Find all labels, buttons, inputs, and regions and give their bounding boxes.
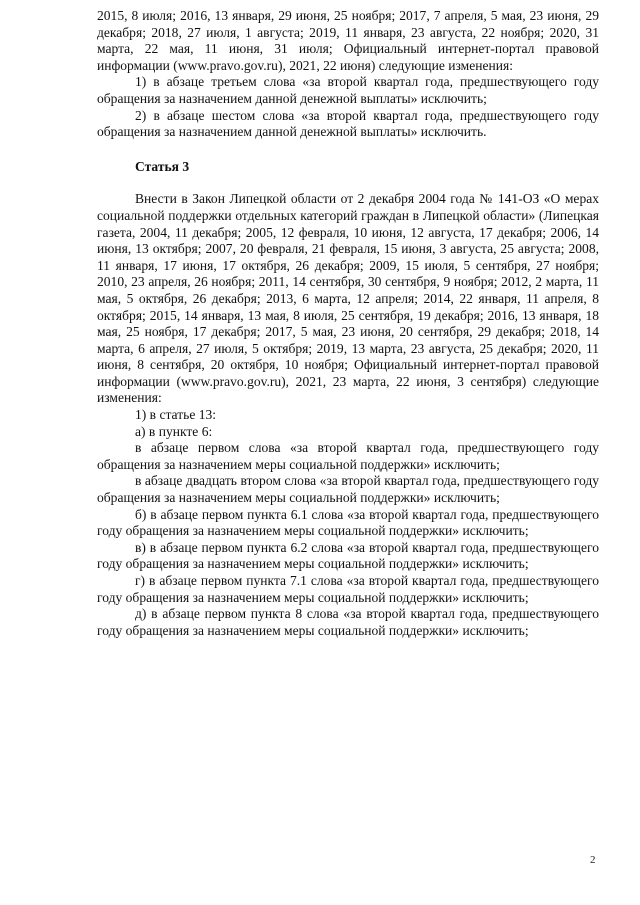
article3-sub-v: в) в абзаце первом пункта 6.2 слова «за второй квартал года, предшествующего году обращения за назначением меры социальной поддержки» исключить; (97, 539, 599, 572)
article2-item-1: 1) в абзаце третьем слова «за второй квартал года, предшествующего году обращения за назначением данной денежной выплаты» исключить; (97, 74, 599, 106)
article3-sub-a-paragraph-2: в абзаце двадцать втором слова «за второй квартал года, предшествующего году обращения за назначением меры социальной поддержки» исключить; (97, 473, 599, 506)
article3-sub-d: д) в абзаце первом пункта 8 слова «за второй квартал года, предшествующего году обращения за назначением меры социальной поддержки» исключить; (97, 606, 599, 638)
article3-sub-b: б) в абзаце первом пункта 6.1 слова «за второй квартал года, предшествующего году обращения за назначением меры социальной поддержки» исключить; (97, 506, 599, 539)
intro-paragraph: 2015, 8 июля; 2016, 13 января, 29 июня, 25 ноября; 2017, 7 апреля, 5 мая, 23 июня, 29 декабря; 2018, 27 июля, 1 августа; 2019, 11 января, 23 августа, 22 ноября; 2020, 31 марта, 22 мая, 11 июня, 31 июля; Официальный интернет-портал правовой информации (www.pravo.gov.ru), 2021, 22 июня) следующие изменения: (97, 8, 599, 73)
article3-sub-a: а) в пункте 6: (135, 423, 213, 439)
article2-item-2: 2) в абзаце шестом слова «за второй квартал года, предшествующего году обращения за назначением данной денежной выплаты» исключить. (97, 107, 599, 140)
page-number: 2 (590, 854, 596, 866)
document-page (97, 8, 599, 639)
article3-sub-g: г) в абзаце первом пункта 7.1 слова «за второй квартал года, предшествующего году обращения за назначением меры социальной поддержки» исключить; (97, 573, 599, 605)
article3-intro: Внести в Закон Липецкой области от 2 декабря 2004 года № 141-ОЗ «О мерах социальной поддержки отдельных категорий граждан в Липецкой области» (Липецкая газета, 2004, 11 декабря; 2005, 12 февраля, 10 июня, 12 августа, 17 декабря; 2006, 14 июня, 13 октября; 2007, 20 февраля, 21 февраля, 15 июня, 3 августа, 25 августа; 2008, 11 января, 17 июня, 17 октября, 26 декабря; 2009, 15 июля, 5 сентября, 27 ноября; 2010, 23 апреля, 26 ноября; 2011, 14 сентября, 30 сентября, 9 ноября; 2012, 2 марта, 11 мая, 5 октября, 26 декабря; 2013, 6 марта, 12 апреля; 2014, 22 января, 11 апреля, 8 октября; 2015, 14 января, 13 мая, 8 июля, 25 сентября, 19 декабря; 2016, 13 января, 18 мая, 25 ноября, 17 декабря; 2017, 5 мая, 23 июня, 20 сентября, 29 декабря; 2018, 14 марта, 6 апреля, 27 июля, 5 октября; 2019, 13 марта, 23 августа, 25 декабря; 2020, 11 июня, 8 сентября, 20 октября, 10 ноября; Официальный интернет-портал правовой информации (www.pravo.gov.ru), 2021, 23 марта, 22 июня, 3 сентября) следующие изменения: (97, 191, 599, 406)
article3-sub-a-paragraph-1: в абзаце первом слова «за второй квартал года, предшествующего году обращения за назначением меры социальной поддержки» исключить; (97, 440, 599, 472)
article3-heading: Статья 3 (135, 158, 190, 174)
article3-item-1: 1) в статье 13: (135, 407, 217, 423)
